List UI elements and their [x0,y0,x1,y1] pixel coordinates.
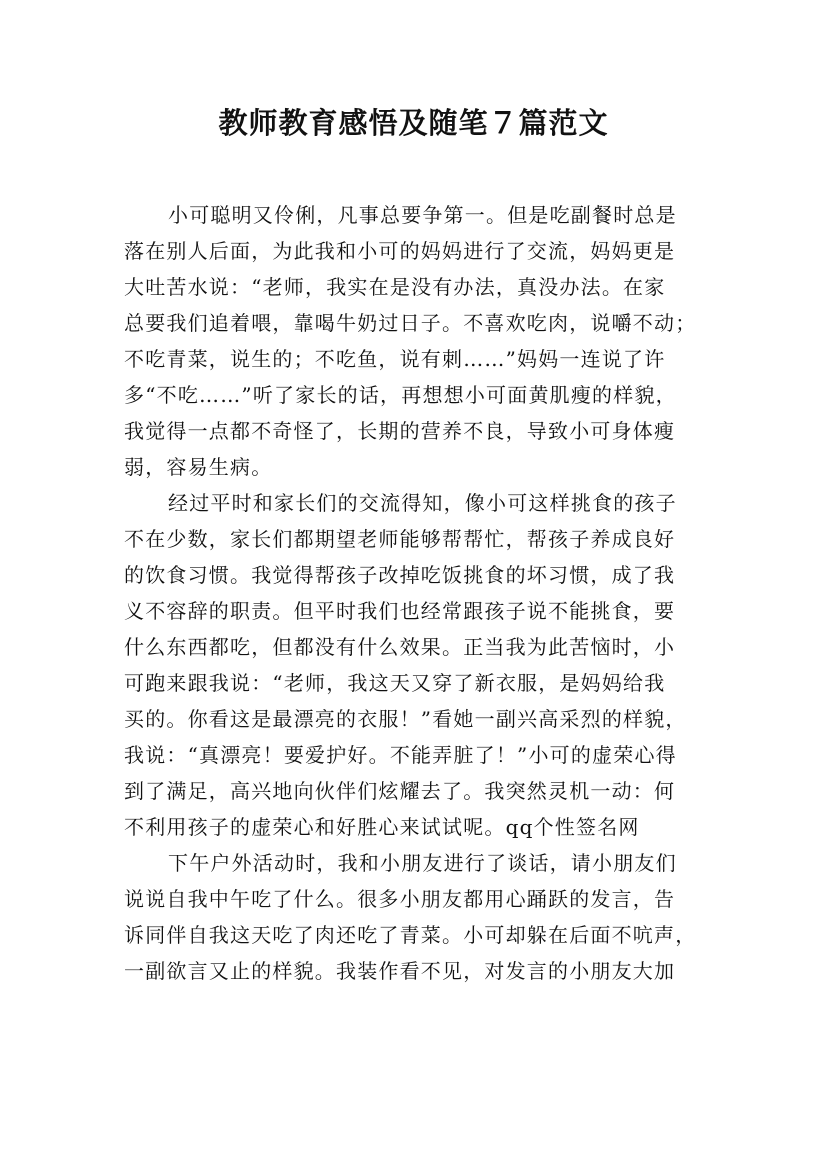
paragraph-2-line: 买的。你看这是最漂亮的衣服！”看她一副兴高采烈的样貌， [124,707,687,731]
paragraph-2-line: 不在少数，家长们都期望老师能够帮帮忙，帮孩子养成良好 [124,527,676,551]
paragraph-1-line: 多“不吃……”听了家长的话，再想想小可面黄肌瘦的样貌， [124,383,677,407]
document-title: 教师教育感悟及随笔７篇范文 [218,106,609,140]
paragraph-1-line: 大吐苦水说：“老师，我实在是没有办法，真没办法。在家 [124,275,666,299]
paragraph-1-line: 不吃青菜，说生的；不吃鱼，说有刺……”妈妈一连说了许 [124,347,666,371]
paragraph-3-line: 说说自我中午吃了什么。很多小朋友都用心踊跃的发言，告 [124,887,676,911]
paragraph-2-line: 的饮食习惯。我觉得帮孩子改掉吃饭挑食的坏习惯，成了我 [124,563,676,587]
paragraph-2-line: 什么东西都吃，但都没有什么效果。正当我为此苦恼时，小 [124,635,676,659]
paragraph-1-line: 总要我们追着喂，靠喝牛奶过日子。不喜欢吃肉，说嚼不动； [124,311,697,335]
paragraph-1-line: 我觉得一点都不奇怪了，长期的营养不良，导致小可身体瘦 [124,419,676,443]
paragraph-2-line: 经过平时和家长们的交流得知，像小可这样挑食的孩子 [168,491,677,515]
paragraph-1-line: 弱，容易生病。 [124,455,273,479]
paragraph-2-line: 不利用孩子的虚荣心和好胜心来试试呢。qq个性签名网 [124,815,640,839]
paragraph-2-line: 我说：“真漂亮！要爱护好。不能弄脏了！”小可的虚荣心得 [124,743,677,767]
paragraph-3-line: 诉同伴自我这天吃了肉还吃了青菜。小可却躲在后面不吭声， [124,923,697,947]
paragraph-2-line: 到了满足，高兴地向伙伴们炫耀去了。我突然灵机一动：何 [124,779,676,803]
paragraph-3-line: 下午户外活动时，我和小朋友进行了谈话，请小朋友们 [168,851,677,875]
paragraph-1-line: 落在别人后面，为此我和小可的妈妈进行了交流，妈妈更是 [124,239,676,263]
document-body [124,197,704,989]
paragraph-2-line: 可跑来跟我说：“老师，我这天又穿了新衣服，是妈妈给我 [124,671,666,695]
paragraph-2-line: 义不容辞的职责。但平时我们也经常跟孩子说不能挑食，要 [124,599,676,623]
paragraph-3-line: 一副欲言又止的样貌。我装作看不见，对发言的小朋友大加 [124,959,676,983]
paragraph-1-line: 小可聪明又伶俐，凡事总要争第一。但是吃副餐时总是 [168,203,677,227]
